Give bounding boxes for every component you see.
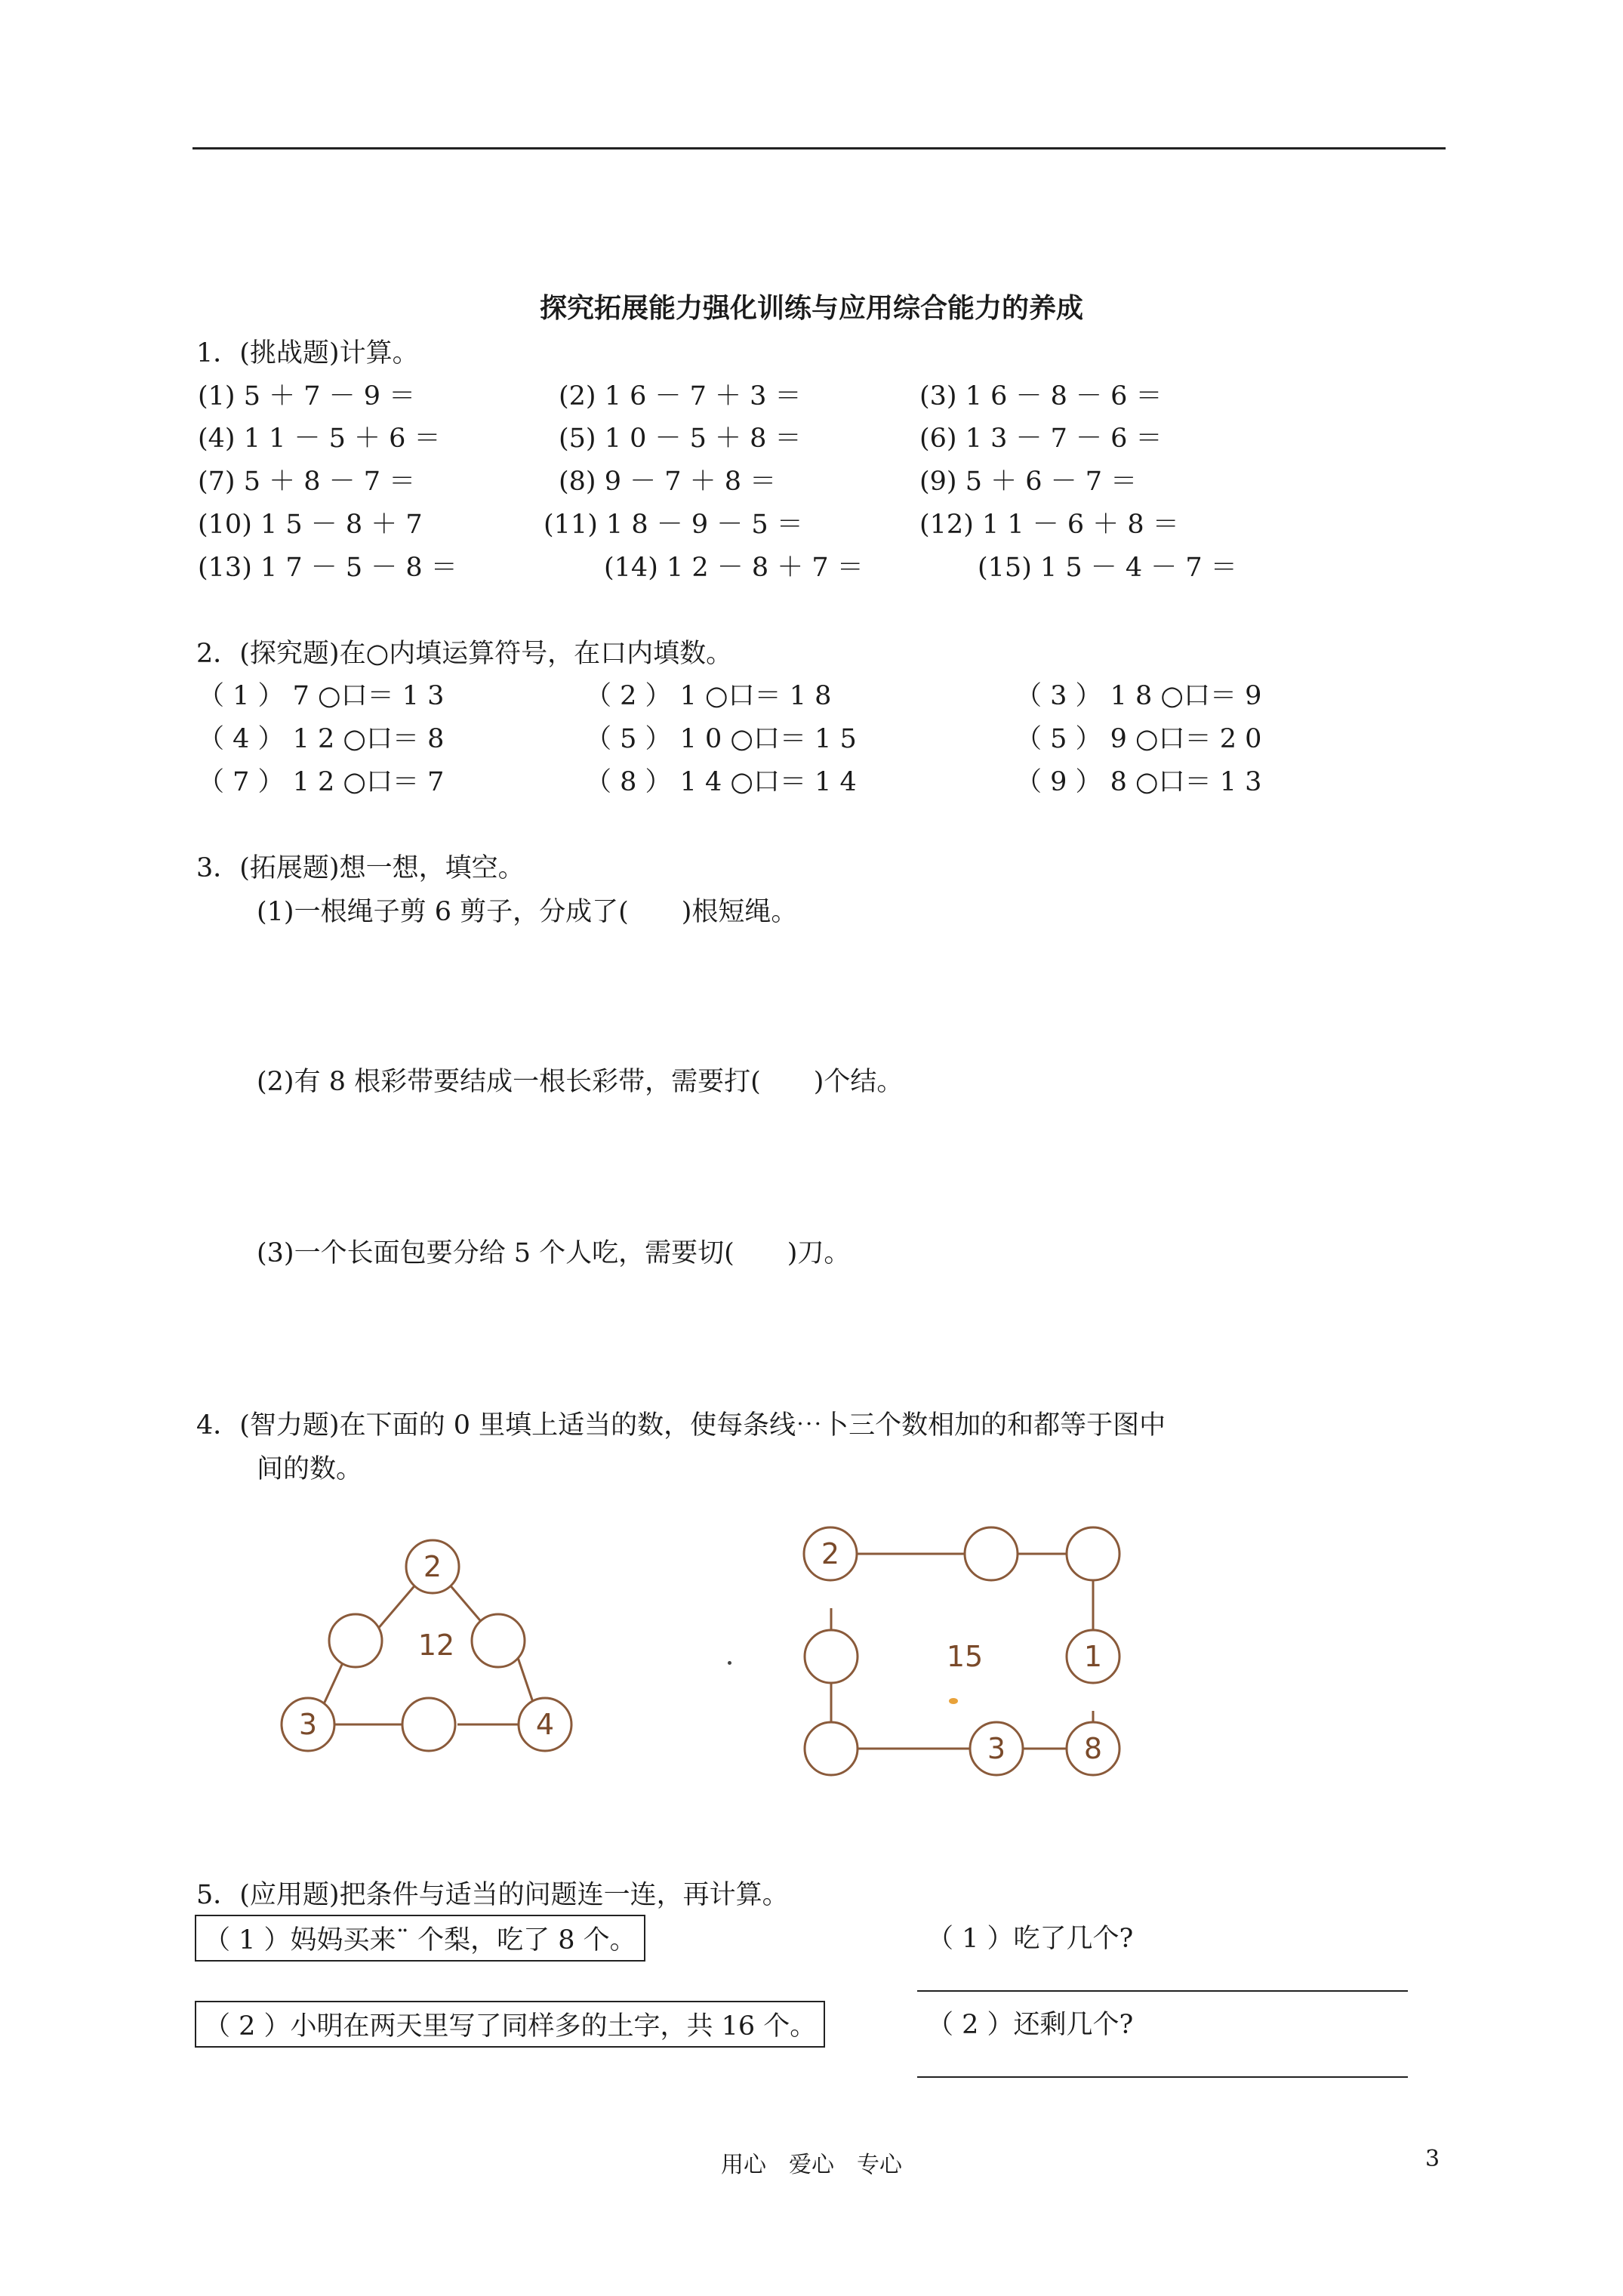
square-bottom-middle-number: 3 [987, 1732, 1006, 1765]
q2-problem: （ 7 ） 1 2 ○口＝ 7 [198, 767, 445, 797]
square-diagram [785, 1518, 1140, 1789]
triangle-center-number: 12 [417, 1629, 455, 1662]
q2-problem: （ 5 ） 9 ○口＝ 2 0 [1015, 724, 1262, 754]
answer-line [917, 1990, 1408, 1992]
q3-item: (2)有 8 根彩带要结成一根长彩带，需要打( )个结。 [257, 1067, 904, 1097]
q1-problem: (3) 1 6 － 8 － 6 ＝ [919, 381, 1163, 411]
q1-problem: (13) 1 7 － 5 － 8 ＝ [198, 553, 457, 583]
triangle-bottom-right-number: 4 [535, 1708, 555, 1741]
condition-box[interactable]: （ 1 ）妈妈买来¨ 个梨，吃了 8 个。 [195, 1915, 645, 1962]
circle-empty[interactable] [805, 1722, 858, 1775]
square-center-number: 15 [946, 1640, 984, 1673]
footer-slogan: 用心 爱心 专心 [721, 2152, 902, 2178]
circle-empty[interactable] [329, 1614, 382, 1667]
square-top-left-number: 2 [821, 1537, 840, 1570]
q1-problem: (12) 1 1 － 6 ＋ 8 ＝ [919, 510, 1179, 540]
question-label[interactable]: （ 1 ）吃了几个? [927, 1924, 1134, 1954]
q1-problem: (8) 9 － 7 ＋ 8 ＝ [559, 467, 777, 497]
q1-problem: (4) 1 1 － 5 ＋ 6 ＝ [198, 424, 441, 454]
stray-dot [728, 1661, 731, 1665]
q2-problem: （ 5 ） 1 0 ○口＝ 1 5 [585, 724, 857, 754]
answer-line [917, 2076, 1408, 2078]
q1-problem: (15) 1 5 － 4 － 7 ＝ [978, 553, 1237, 583]
square-right-middle-number: 1 [1083, 1640, 1103, 1673]
condition-box[interactable]: （ 2 ）小明在两天里写了同样多的土字，共 16 个。 [195, 2001, 825, 2048]
q1-heading: 1．(挑战题)计算。 [196, 338, 419, 368]
q1-problem: (10) 1 5 － 8 ＋ 7 [198, 510, 423, 540]
q2-problem: （ 1 ） 7 ○口＝ 1 3 [198, 681, 445, 711]
question-label[interactable]: （ 2 ）还剩几个? [927, 2010, 1134, 2040]
circle-empty[interactable] [472, 1614, 525, 1667]
q1-problem: (6) 1 3 － 7 － 6 ＝ [919, 424, 1163, 454]
q4-heading: 4．(智力题)在下面的 0 里填上适当的数，使每条线⋯卜三个数相加的和都等于图中 [196, 1410, 1166, 1441]
page-title: 探究拓展能力强化训练与应用综合能力的养成 [539, 292, 1083, 324]
q2-problem: （ 9 ） 8 ○口＝ 1 3 [1015, 767, 1262, 797]
circle-empty[interactable] [402, 1698, 455, 1751]
circle-empty[interactable] [965, 1527, 1018, 1580]
q1-problem: (11) 1 8 － 9 － 5 ＝ [544, 510, 803, 540]
q1-problem: (9) 5 ＋ 6 － 7 ＝ [919, 467, 1138, 497]
triangle-diagram [272, 1525, 589, 1767]
circle-empty[interactable] [805, 1630, 858, 1683]
q3-item: (1)一根绳子剪 6 剪子，分成了( )根短绳。 [257, 897, 798, 927]
q1-problem: (5) 1 0 － 5 ＋ 8 ＝ [559, 424, 802, 454]
q2-heading: 2．(探究题)在○内填运算符号，在口内填数。 [196, 639, 733, 669]
q3-item: (3)一个长面包要分给 5 个人吃，需要切( )刀。 [257, 1238, 851, 1268]
header-rule [192, 147, 1446, 149]
q1-problem: (1) 5 ＋ 7 － 9 ＝ [198, 381, 416, 411]
circle-empty[interactable] [1067, 1527, 1119, 1580]
q4-heading-continued: 间的数。 [257, 1454, 363, 1484]
square-bottom-right-number: 8 [1083, 1732, 1103, 1765]
q2-problem: （ 2 ） 1 ○口＝ 1 8 [585, 681, 832, 711]
q1-problem: (14) 1 2 － 8 ＋ 7 ＝ [604, 553, 864, 583]
q5-heading: 5．(应用题)把条件与适当的问题连一连，再计算。 [196, 1880, 789, 1910]
q1-problem: (7) 5 ＋ 8 － 7 ＝ [198, 467, 416, 497]
q2-problem: （ 8 ） 1 4 ○口＝ 1 4 [585, 767, 857, 797]
triangle-top-number: 2 [423, 1550, 442, 1583]
triangle-bottom-left-number: 3 [298, 1708, 318, 1741]
q2-problem: （ 3 ） 1 8 ○口＝ 9 [1015, 681, 1262, 711]
accent-dot [949, 1698, 958, 1704]
q2-problem: （ 4 ） 1 2 ○口＝ 8 [198, 724, 445, 754]
page-number: 3 [1425, 2146, 1440, 2172]
q3-heading: 3．(拓展题)想一想，填空。 [196, 853, 525, 883]
q1-problem: (2) 1 6 － 7 ＋ 3 ＝ [559, 381, 802, 411]
